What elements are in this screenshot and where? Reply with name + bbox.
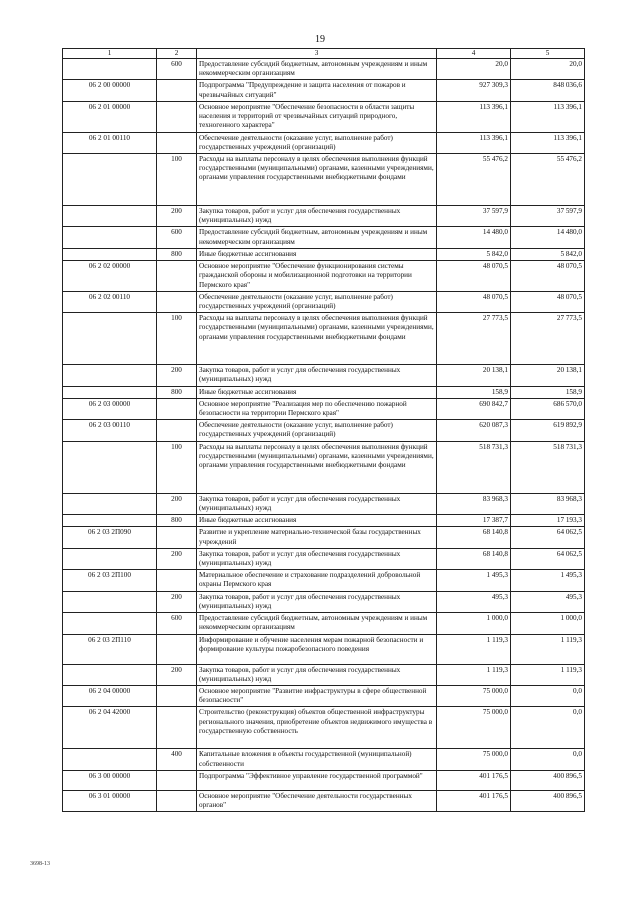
row-amount-1: 113 396,1 xyxy=(437,101,511,132)
row-amount-1: 48 070,5 xyxy=(437,261,511,292)
row-expense-type: 200 xyxy=(157,664,197,685)
row-code: 06 3 00 00000 xyxy=(63,770,157,790)
row-amount-1: 20 138,1 xyxy=(437,365,511,386)
footer-code: 3698-13 xyxy=(30,861,50,867)
row-name: Информирование и обучение населения мерам пожарной безопасности и формирование культуры пожаробезопасного поведения xyxy=(197,634,437,664)
row-expense-type xyxy=(157,80,197,101)
row-expense-type: 100 xyxy=(157,313,197,365)
row-expense-type xyxy=(157,707,197,749)
header-col-4: 4 xyxy=(437,49,511,59)
row-code xyxy=(63,613,157,634)
row-amount-2: 619 892,9 xyxy=(511,420,585,441)
table-row xyxy=(63,59,585,80)
row-name: Подпрограмма "Эффективное управление государственной программой" xyxy=(197,770,437,790)
row-name: Основное мероприятие "Обеспечение функционирования системы гражданской обороны и мобилизационной подготовки на территории Пермского края" xyxy=(197,261,437,292)
row-code: 06 2 02 00110 xyxy=(63,291,157,312)
row-expense-type xyxy=(157,685,197,706)
row-amount-2: 400 896,5 xyxy=(511,790,585,811)
row-code xyxy=(63,515,157,527)
header-col-1: 1 xyxy=(63,49,157,59)
row-expense-type xyxy=(157,634,197,664)
row-name: Материальное обеспечение и страхование подразделений добровольной охраны Пермского края xyxy=(197,570,437,591)
row-amount-1: 75 000,0 xyxy=(437,685,511,706)
table-row xyxy=(63,291,585,312)
row-code: 06 3 01 00000 xyxy=(63,790,157,811)
row-amount-2: 400 896,5 xyxy=(511,770,585,790)
row-name: Развитие и укрепление материально-технической базы государственных учреждений xyxy=(197,527,437,548)
table-row xyxy=(63,80,585,101)
header-col-3: 3 xyxy=(197,49,437,59)
row-amount-1: 1 000,0 xyxy=(437,613,511,634)
header-col-5: 5 xyxy=(511,49,585,59)
row-name: Обеспечение деятельности (оказание услуг, выполнение работ) государственных учреждений (организаций) xyxy=(197,132,437,153)
row-code xyxy=(63,664,157,685)
row-name: Расходы на выплаты персоналу в целях обеспечения выполнения функций государственными (муниципальными) органами, казенными учреждениями, органами управления государственными внебюджетными фондами xyxy=(197,441,437,493)
table-row xyxy=(63,634,585,664)
table-row xyxy=(63,261,585,292)
table-row xyxy=(63,707,585,749)
row-expense-type: 200 xyxy=(157,365,197,386)
row-code: 06 2 02 00000 xyxy=(63,261,157,292)
row-amount-2: 20,0 xyxy=(511,59,585,80)
row-name: Основное мероприятие "Обеспечение безопасности в области защиты населения и территорий от чрезвычайных ситуаций природного, техногенного характера" xyxy=(197,101,437,132)
row-name: Иные бюджетные ассигнования xyxy=(197,248,437,260)
row-amount-2: 48 070,5 xyxy=(511,291,585,312)
row-code xyxy=(63,493,157,514)
row-amount-2: 113 396,1 xyxy=(511,132,585,153)
row-amount-2: 55 476,2 xyxy=(511,153,585,205)
row-expense-type: 800 xyxy=(157,248,197,260)
row-amount-1: 620 087,3 xyxy=(437,420,511,441)
row-code xyxy=(63,749,157,770)
table-row xyxy=(63,420,585,441)
row-code: 06 2 03 2П110 xyxy=(63,634,157,664)
row-amount-1: 17 387,7 xyxy=(437,515,511,527)
table-row xyxy=(63,313,585,365)
row-amount-1: 518 731,3 xyxy=(437,441,511,493)
row-code xyxy=(63,59,157,80)
row-amount-2: 1 495,3 xyxy=(511,570,585,591)
row-code: 06 2 04 42000 xyxy=(63,707,157,749)
row-code xyxy=(63,153,157,205)
row-amount-2: 64 062,5 xyxy=(511,548,585,569)
row-amount-2: 37 597,9 xyxy=(511,205,585,226)
row-code: 06 2 01 00110 xyxy=(63,132,157,153)
row-amount-2: 113 396,1 xyxy=(511,101,585,132)
row-name: Предоставление субсидий бюджетным, автономным учреждениям и иным некоммерческим организациям xyxy=(197,59,437,80)
row-amount-2: 20 138,1 xyxy=(511,365,585,386)
row-expense-type: 100 xyxy=(157,153,197,205)
row-amount-2: 1 119,3 xyxy=(511,664,585,685)
row-amount-1: 55 476,2 xyxy=(437,153,511,205)
row-expense-type: 800 xyxy=(157,515,197,527)
row-name: Иные бюджетные ассигнования xyxy=(197,386,437,398)
row-amount-2: 158,9 xyxy=(511,386,585,398)
row-amount-2: 495,3 xyxy=(511,591,585,612)
row-name: Расходы на выплаты персоналу в целях обеспечения выполнения функций государственными (муниципальными) органами, казенными учреждениями, органами управления государственными внебюджетными фондами xyxy=(197,153,437,205)
row-code: 06 2 04 00000 xyxy=(63,685,157,706)
row-amount-2: 83 968,3 xyxy=(511,493,585,514)
row-name: Обеспечение деятельности (оказание услуг, выполнение работ) государственных учреждений (организаций) xyxy=(197,420,437,441)
row-expense-type xyxy=(157,527,197,548)
row-name: Обеспечение деятельности (оказание услуг, выполнение работ) государственных учреждений (организаций) xyxy=(197,291,437,312)
header-row xyxy=(63,49,585,59)
table-row xyxy=(63,770,585,790)
row-expense-type: 600 xyxy=(157,59,197,80)
table-row xyxy=(63,515,585,527)
row-code xyxy=(63,548,157,569)
row-expense-type xyxy=(157,291,197,312)
table-row xyxy=(63,493,585,514)
table-row xyxy=(63,749,585,770)
row-expense-type: 400 xyxy=(157,749,197,770)
row-amount-2: 1 119,3 xyxy=(511,634,585,664)
row-amount-1: 75 000,0 xyxy=(437,707,511,749)
table-row xyxy=(63,441,585,493)
table-row xyxy=(63,613,585,634)
table-row xyxy=(63,101,585,132)
row-code xyxy=(63,365,157,386)
row-amount-1: 113 396,1 xyxy=(437,132,511,153)
table-row xyxy=(63,386,585,398)
row-amount-2: 27 773,5 xyxy=(511,313,585,365)
table-row xyxy=(63,685,585,706)
row-expense-type xyxy=(157,420,197,441)
row-amount-1: 75 000,0 xyxy=(437,749,511,770)
row-amount-2: 17 193,3 xyxy=(511,515,585,527)
row-amount-1: 48 070,5 xyxy=(437,291,511,312)
table-row xyxy=(63,790,585,811)
row-name: Основное мероприятие "Реализация мер по обеспечению пожарной безопасности на территории Пермского края" xyxy=(197,398,437,419)
row-amount-2: 0,0 xyxy=(511,749,585,770)
row-name: Предоставление субсидий бюджетным, автономным учреждениям и иным некоммерческим организациям xyxy=(197,227,437,248)
row-name: Строительство (реконструкция) объектов общественной инфраструктуры регионального значения, приобретение объектов недвижимого имущества в государственную собственность xyxy=(197,707,437,749)
page-number: 19 xyxy=(315,34,325,45)
row-expense-type xyxy=(157,101,197,132)
row-amount-1: 1 119,3 xyxy=(437,664,511,685)
row-name: Иные бюджетные ассигнования xyxy=(197,515,437,527)
table-row xyxy=(63,248,585,260)
row-name: Расходы на выплаты персоналу в целях обеспечения выполнения функций государственными (муниципальными) органами, казенными учреждениями, органами управления государственными внебюджетными фондами xyxy=(197,313,437,365)
row-amount-1: 83 968,3 xyxy=(437,493,511,514)
row-expense-type xyxy=(157,790,197,811)
row-expense-type xyxy=(157,770,197,790)
row-expense-type: 100 xyxy=(157,441,197,493)
row-expense-type: 200 xyxy=(157,548,197,569)
row-name: Основное мероприятие "Обеспечение деятельности государственных органов" xyxy=(197,790,437,811)
row-expense-type: 200 xyxy=(157,205,197,226)
table-row xyxy=(63,365,585,386)
row-expense-type xyxy=(157,398,197,419)
row-amount-1: 690 842,7 xyxy=(437,398,511,419)
row-name: Закупка товаров, работ и услуг для обеспечения государственных (муниципальных) нужд xyxy=(197,493,437,514)
row-code: 06 2 00 00000 xyxy=(63,80,157,101)
row-amount-1: 158,9 xyxy=(437,386,511,398)
row-amount-1: 27 773,5 xyxy=(437,313,511,365)
row-amount-1: 37 597,9 xyxy=(437,205,511,226)
row-name: Закупка товаров, работ и услуг для обеспечения государственных (муниципальных) нужд xyxy=(197,365,437,386)
table-row xyxy=(63,398,585,419)
row-amount-2: 518 731,3 xyxy=(511,441,585,493)
row-name: Закупка товаров, работ и услуг для обеспечения государственных (муниципальных) нужд xyxy=(197,664,437,685)
row-amount-2: 686 570,0 xyxy=(511,398,585,419)
table-row xyxy=(63,664,585,685)
table-row xyxy=(63,132,585,153)
row-name: Предоставление субсидий бюджетным, автономным учреждениям и иным некоммерческим организациям xyxy=(197,613,437,634)
row-code xyxy=(63,441,157,493)
row-code: 06 2 03 00110 xyxy=(63,420,157,441)
header-col-2: 2 xyxy=(157,49,197,59)
row-name: Подпрограмма "Предупреждение и защита населения от пожаров и чрезвычайных ситуаций" xyxy=(197,80,437,101)
row-code: 06 2 01 00000 xyxy=(63,101,157,132)
row-amount-1: 401 176,5 xyxy=(437,770,511,790)
row-code xyxy=(63,313,157,365)
row-name: Капитальные вложения в объекты государственной (муниципальной) собственности xyxy=(197,749,437,770)
row-code: 06 2 03 2П100 xyxy=(63,570,157,591)
table-row xyxy=(63,205,585,226)
row-expense-type: 600 xyxy=(157,227,197,248)
row-amount-1: 68 140,8 xyxy=(437,527,511,548)
row-expense-type: 800 xyxy=(157,386,197,398)
row-amount-2: 0,0 xyxy=(511,707,585,749)
row-code xyxy=(63,205,157,226)
row-code xyxy=(63,248,157,260)
row-amount-1: 495,3 xyxy=(437,591,511,612)
row-name: Закупка товаров, работ и услуг для обеспечения государственных (муниципальных) нужд xyxy=(197,548,437,569)
row-expense-type: 200 xyxy=(157,493,197,514)
row-code xyxy=(63,591,157,612)
row-expense-type xyxy=(157,570,197,591)
table-row xyxy=(63,570,585,591)
row-amount-2: 848 036,6 xyxy=(511,80,585,101)
row-amount-1: 1 119,3 xyxy=(437,634,511,664)
row-code: 06 2 03 00000 xyxy=(63,398,157,419)
row-expense-type xyxy=(157,132,197,153)
budget-table xyxy=(62,48,585,812)
table-row xyxy=(63,153,585,205)
table-row xyxy=(63,527,585,548)
row-amount-1: 68 140,8 xyxy=(437,548,511,569)
row-expense-type: 600 xyxy=(157,613,197,634)
row-name: Основное мероприятие "Развитие инфраструктуры в сфере общественной безопасности" xyxy=(197,685,437,706)
row-name: Закупка товаров, работ и услуг для обеспечения государственных (муниципальных) нужд xyxy=(197,205,437,226)
table-row xyxy=(63,548,585,569)
table-body xyxy=(63,59,585,812)
table-row xyxy=(63,227,585,248)
row-amount-1: 14 480,0 xyxy=(437,227,511,248)
row-amount-2: 64 062,5 xyxy=(511,527,585,548)
row-expense-type xyxy=(157,261,197,292)
row-amount-2: 0,0 xyxy=(511,685,585,706)
row-expense-type: 200 xyxy=(157,591,197,612)
row-amount-2: 1 000,0 xyxy=(511,613,585,634)
row-amount-1: 927 309,3 xyxy=(437,80,511,101)
row-code xyxy=(63,227,157,248)
table-row xyxy=(63,591,585,612)
row-amount-1: 1 495,3 xyxy=(437,570,511,591)
row-amount-1: 20,0 xyxy=(437,59,511,80)
row-code: 06 2 03 2П090 xyxy=(63,527,157,548)
row-amount-1: 5 842,0 xyxy=(437,248,511,260)
row-amount-2: 5 842,0 xyxy=(511,248,585,260)
row-amount-2: 14 480,0 xyxy=(511,227,585,248)
row-amount-2: 48 070,5 xyxy=(511,261,585,292)
row-code xyxy=(63,386,157,398)
row-amount-1: 401 176,5 xyxy=(437,790,511,811)
row-name: Закупка товаров, работ и услуг для обеспечения государственных (муниципальных) нужд xyxy=(197,591,437,612)
